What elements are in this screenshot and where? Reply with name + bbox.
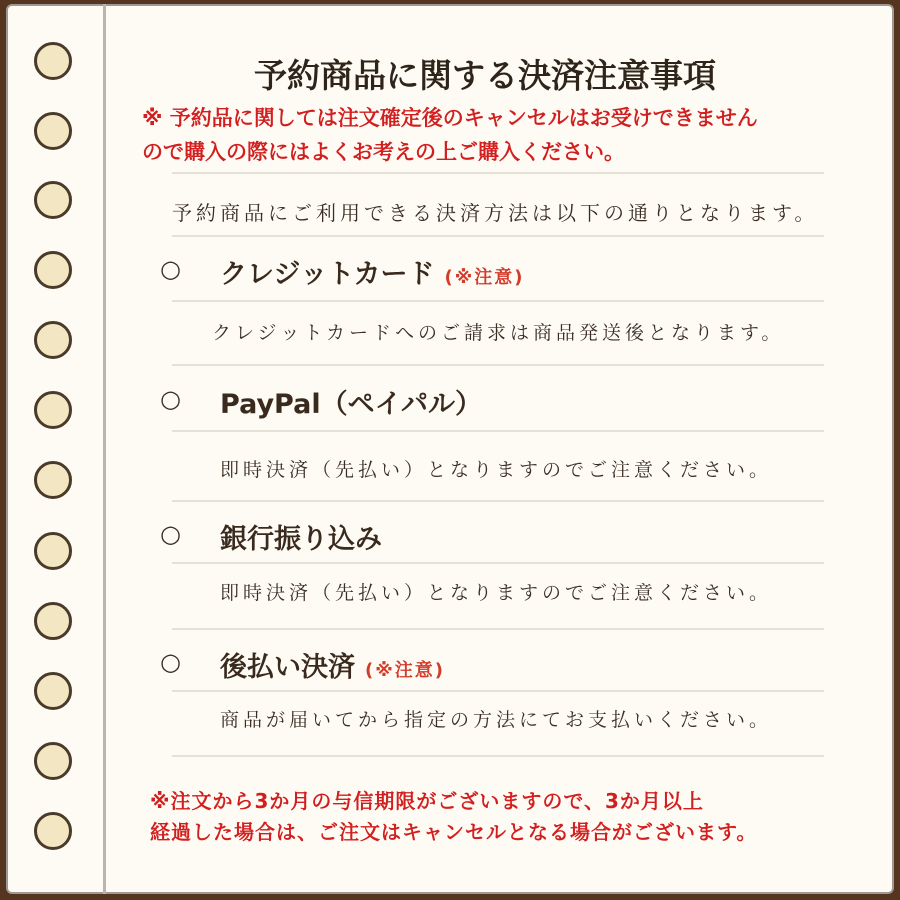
binder-ring-icon — [34, 672, 72, 710]
caution-note: (※注意) — [365, 660, 445, 681]
payment-method-name: PayPal（ペイパル） — [220, 389, 483, 420]
payment-method-paypal — [220, 382, 482, 421]
ruled-line — [172, 364, 824, 366]
credit-limit-note-line-2: 経過した場合は、ご注文はキャンセルとなる場合がございます。 — [150, 820, 758, 844]
ruled-line — [172, 172, 824, 174]
binder-ring-icon — [34, 461, 72, 499]
payment-method-name: クレジットカード — [220, 259, 435, 290]
binder-ring-icon — [34, 251, 72, 289]
binder-ring-icon — [34, 602, 72, 640]
payment-method-description: クレジットカードへのご請求は商品発送後となります。 — [212, 322, 785, 344]
ruled-line — [172, 690, 824, 692]
ruled-line — [172, 500, 824, 502]
binder-ring-icon — [34, 112, 72, 150]
bullet-circle-icon: ○ — [160, 648, 181, 676]
bullet-circle-icon: ○ — [160, 385, 181, 413]
ruled-line — [172, 430, 824, 432]
payment-method-name: 後払い決済 — [220, 652, 355, 683]
payment-method-description: 商品が届いてから指定の方法にてお支払いください。 — [220, 709, 773, 731]
payment-method-name: 銀行振り込み — [220, 524, 382, 555]
binder-ring-icon — [34, 391, 72, 429]
binder-ring-icon — [34, 181, 72, 219]
ruled-line — [172, 300, 824, 302]
payment-method-description: 即時決済（先払い）となりますのでご注意ください。 — [220, 459, 773, 481]
payment-method-deferred — [220, 645, 445, 684]
caution-note: (※注意) — [444, 267, 525, 288]
cancel-warning-line-2: ので購入の際にはよくお考えの上ご購入ください。 — [142, 140, 625, 164]
ruled-line — [172, 755, 824, 757]
binder-ring-icon — [34, 532, 72, 570]
credit-limit-note-line-1: ※注文から3か月の与信期限がございますので、3か月以上 — [150, 789, 704, 813]
binder-ring-icon — [34, 812, 72, 850]
cancel-warning-line-1: ※ 予約品に関しては注文確定後のキャンセルはお受けできません — [142, 106, 758, 130]
payment-method-credit-card — [220, 252, 524, 291]
ruled-line — [172, 562, 824, 564]
payment-method-description: 即時決済（先払い）となりますのでご注意ください。 — [220, 582, 773, 604]
bullet-circle-icon: ○ — [160, 520, 181, 548]
binder-ring-icon — [34, 742, 72, 780]
intro-text: 予約商品にご利用できる決済方法は以下の通りとなります。 — [172, 201, 819, 225]
payment-method-bank-transfer — [220, 517, 382, 556]
notebook-margin-line — [103, 4, 106, 894]
ruled-line — [172, 235, 824, 237]
bullet-circle-icon: ○ — [160, 255, 181, 283]
binder-ring-icon — [34, 321, 72, 359]
ruled-line — [172, 628, 824, 630]
page-title: 予約商品に関する決済注意事項 — [254, 56, 716, 95]
